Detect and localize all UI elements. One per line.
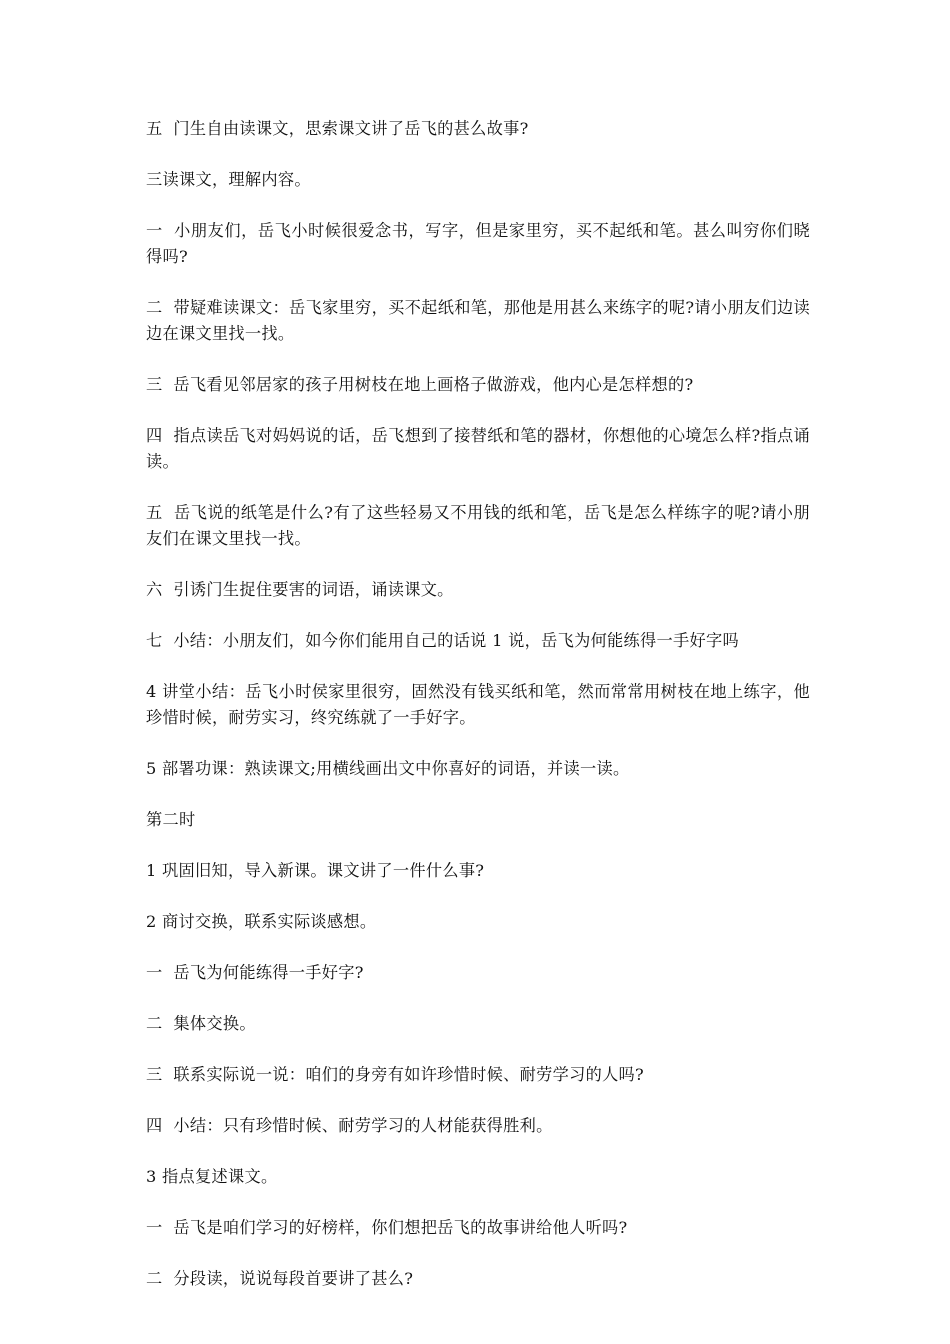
paragraph-15: 一 岳飞为何能练得一手好字? <box>146 963 364 982</box>
paragraph-8: 六 引诱门生捉住要害的词语，诵读课文。 <box>146 580 454 599</box>
paragraph-7: 五 岳飞说的纸笔是什么?有了这些轻易又不用钱的纸和笔，岳飞是怎么样练字的呢?请小朋友们在课文里找一找。 <box>146 503 810 548</box>
paragraph-5: 三 岳飞看见邻居家的孩子用树枝在地上画格子做游戏，他内心是怎样想的? <box>146 375 694 394</box>
paragraph-19: 3 指点复述课文。 <box>146 1167 278 1186</box>
paragraph-3: 一 小朋友们，岳飞小时候很爱念书，写字，但是家里穷，买不起纸和笔。甚么叫穷你们晓得吗? <box>146 221 810 266</box>
paragraph-11: 5 部署功课：熟读课文;用横线画出文中你喜好的词语，并读一读。 <box>146 759 630 778</box>
paragraph-13: 1 巩固旧知，导入新课。课文讲了一件什么事? <box>146 861 485 880</box>
paragraph-10: 4 讲堂小结：岳飞小时侯家里很穷，固然没有钱买纸和笔，然而常常用树枝在地上练字，他珍惜时候，耐劳实习，终究练就了一手好字。 <box>146 682 810 727</box>
paragraph-16: 二 集体交换。 <box>146 1014 256 1033</box>
paragraph-18: 四 小结：只有珍惜时候、耐劳学习的人材能获得胜利。 <box>146 1116 553 1135</box>
paragraph-21: 二 分段读，说说每段首要讲了甚么? <box>146 1269 414 1288</box>
section-heading: 第二时 <box>146 810 196 829</box>
paragraph-17: 三 联系实际说一说：咱们的身旁有如许珍惜时候、耐劳学习的人吗? <box>146 1065 645 1084</box>
paragraph-20: 一 岳飞是咱们学习的好榜样，你们想把岳飞的故事讲给他人听吗? <box>146 1218 628 1237</box>
paragraph-14: 2 商讨交换，联系实际谈感想。 <box>146 912 377 931</box>
paragraph-2: 三读课文，理解内容。 <box>146 170 311 189</box>
paragraph-9: 七 小结：小朋友们，如今你们能用自己的话说 1 说，岳飞为何能练得一手好字吗 <box>146 631 739 650</box>
paragraph-6: 四 指点读岳飞对妈妈说的话，岳飞想到了接替纸和笔的器材，你想他的心境怎么样?指点诵读。 <box>146 426 810 471</box>
document-page <box>146 116 810 1317</box>
paragraph-4: 二 带疑难读课文：岳飞家里穷，买不起纸和笔，那他是用甚么来练字的呢?请小朋友们边读边在课文里找一找。 <box>146 298 810 343</box>
paragraph-1: 五 门生自由读课文，思索课文讲了岳飞的甚么故事? <box>146 119 529 138</box>
